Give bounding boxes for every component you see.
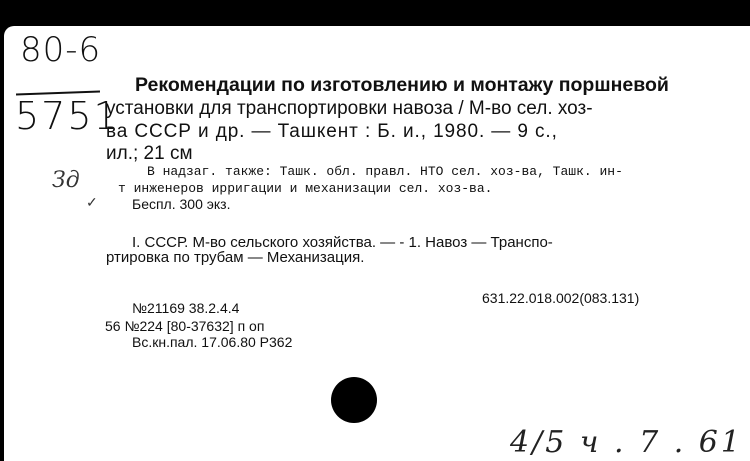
punch-hole (331, 377, 377, 423)
title-line-4: ил.; 21 см (106, 143, 193, 164)
accession-line-3: Вс.кн.пал. 17.06.80 Р362 (132, 334, 293, 350)
title-line-2: установки для транспортировки навоза / М-во сел. хоз- (106, 98, 593, 119)
title-line-3: ва СССР и др. — Ташкент : Б. и., 1980. — 9 с., (106, 121, 558, 142)
bottom-handwriting: 4/5 ч . 7 . 61 (510, 425, 743, 460)
shelf-mark-top: 80-6 (20, 30, 102, 70)
handwritten-mark: Зд (52, 168, 80, 193)
title-line-1: Рекомендации по изготовлению и монтажу поршневой (135, 74, 669, 96)
tracing-line-1: I. СССР. М-во сельского хозяйства. — - 1. Навоз — Транспо- (132, 234, 553, 251)
udc-code: 631.22.018.002(083.131) (482, 290, 640, 306)
accession-line-2: 56 №224 [80-37632] п оп (105, 318, 265, 334)
note-line-2: т инженеров ирригации и механизации сел. хоз-ва. (118, 181, 493, 196)
price-and-run: Беспл. 300 экз. (132, 196, 231, 212)
shelf-mark-bottom: 5751 (15, 94, 120, 138)
accession-line-1: №21169 38.2.4.4 (132, 300, 240, 316)
note-line-1: В надзаг. также: Ташк. обл. правл. НТО сел. хоз-ва, Ташк. ин- (147, 164, 623, 179)
tracing-line-2: ртировка по трубам — Механизация. (106, 249, 365, 266)
pencil-tick-icon: ✓ (86, 196, 98, 211)
